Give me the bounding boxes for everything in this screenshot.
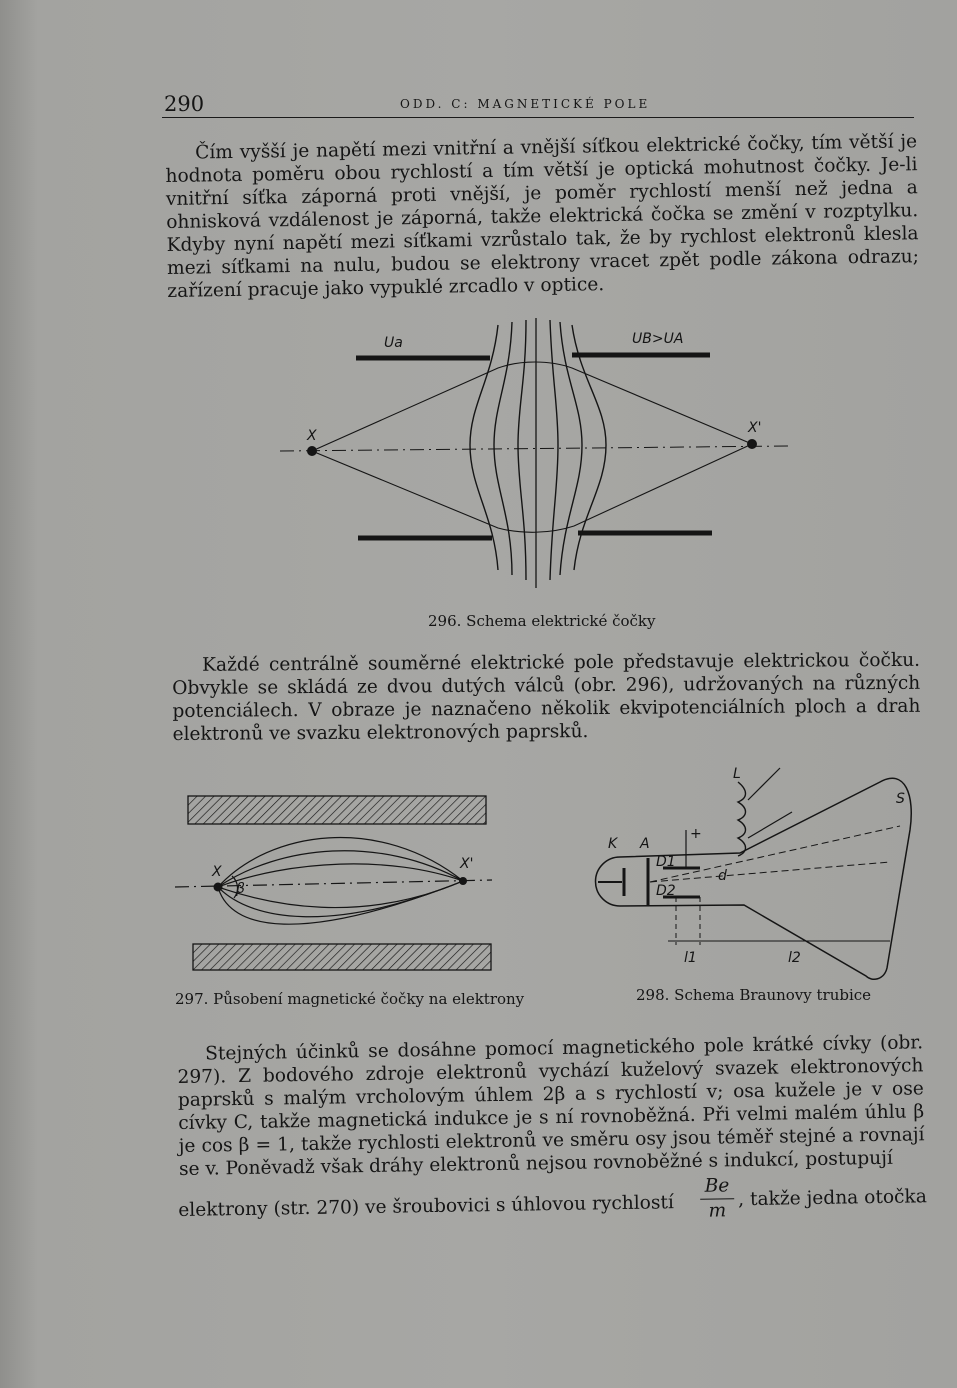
label-s: S bbox=[896, 791, 905, 807]
label-l2: l2 bbox=[788, 950, 801, 966]
electron-path bbox=[218, 881, 463, 924]
coil-l bbox=[738, 782, 746, 856]
figure-297-magnetic-lens bbox=[175, 796, 492, 970]
fraction-numerator: Be bbox=[704, 1175, 730, 1197]
label-ua: Ua bbox=[384, 335, 403, 351]
electron-path bbox=[218, 881, 463, 917]
paragraph-central-symmetric-field: Každé centrálně souměrné elektrické pole představuje elektrickou čočku. Obvykle se skládá ze dvou dutých válců (obr. 296), udržovaných na různých potenciálech. V obraze je naznačeno několik ekvipotenciálních ploch a drah elektronů ve svazku elektronových paprsků. bbox=[172, 649, 921, 745]
source-point-x bbox=[214, 883, 223, 892]
label-x-prime: X' bbox=[748, 420, 762, 436]
coil-lead-lower bbox=[748, 812, 792, 838]
label-x: X bbox=[307, 428, 317, 444]
coil-lead-upper bbox=[748, 768, 780, 800]
label-x: X bbox=[212, 864, 222, 880]
fraction-denominator: m bbox=[708, 1200, 727, 1222]
label-d1: D1 bbox=[656, 854, 676, 870]
coil-wall-lower bbox=[193, 944, 491, 970]
coil-wall-upper bbox=[188, 796, 486, 824]
label-d2: D2 bbox=[656, 883, 676, 899]
caption-figure-297: 297. Působení magnetické čočky na elektrony bbox=[175, 990, 525, 1008]
label-l: L bbox=[733, 766, 741, 782]
page-number: 290 bbox=[164, 92, 205, 116]
caption-figure-298: 298. Schema Braunovy trubice bbox=[636, 986, 872, 1004]
figure-298-braun-tube bbox=[596, 768, 912, 979]
caption-figure-296: 296. Schema elektrické čočky bbox=[428, 612, 656, 630]
label-d: d bbox=[718, 868, 727, 884]
paragraph-electric-lens-voltage: Čím vyšší je napětí mezi vnitřní a vnější síťkou elektrické čočky, tím větší je hodnota poměru obou rychlostí a tím větší je optická mohutnost čočky. Je-li vnitřní síťka záporná proti vnější, je poměr rychlostí menší než jedna a ohnisková vzdálenost je záporná, takže elektrická čočka se změní v rozptylku. Kdyby nyní napětí mezi síťkami vzrůstalo tak, že by rychlost elektronů klesla mezi síťkami na nulu, budou se elektrony vracet zpět podle zákona odrazu; zařízení pracuje jako vypuklé zrcadlo v optice. bbox=[165, 131, 920, 302]
label-l1: l1 bbox=[684, 950, 697, 966]
electron-path bbox=[218, 851, 463, 887]
label-ub: UB>UA bbox=[632, 331, 684, 347]
last-line-start: elektrony (str. 270) ve šroubovici s úhlovou rychlostí bbox=[178, 1192, 675, 1221]
image-point-x2 bbox=[459, 877, 467, 885]
label-beta: β bbox=[236, 881, 245, 897]
paragraph-magnetic-coil: Stejných účinků se dosáhne pomocí magnetického pole krátké cívky (obr. 297). Z bodového zdroje elektronů vychází kuželový svazek elektronových paprsků s malým vrcholovým úhlem 2β a s rychlostí v; osa kužele je v ose cívky C, takže magnetická indukce je s ní rovnoběžná. Při velmi malém úhlu β je cos β = 1, takže rychlosti elektronů ve směru osy jsou téměř stejné a rovnají se v. Poněvadž však dráhy elektronů nejsou rovnoběžné s indukcí, postupují bbox=[177, 1032, 925, 1180]
electron-path bbox=[218, 838, 463, 887]
label-a: A bbox=[640, 836, 650, 852]
fraction-be-over-m bbox=[698, 1175, 737, 1223]
last-line-end: , takže jedna otočka bbox=[738, 1186, 927, 1211]
label-x-prime: X' bbox=[460, 856, 474, 872]
running-head: ODD. C: MAGNETICKÉ POLE bbox=[400, 97, 651, 111]
label-plus: + bbox=[690, 826, 702, 842]
label-k: K bbox=[608, 836, 618, 852]
